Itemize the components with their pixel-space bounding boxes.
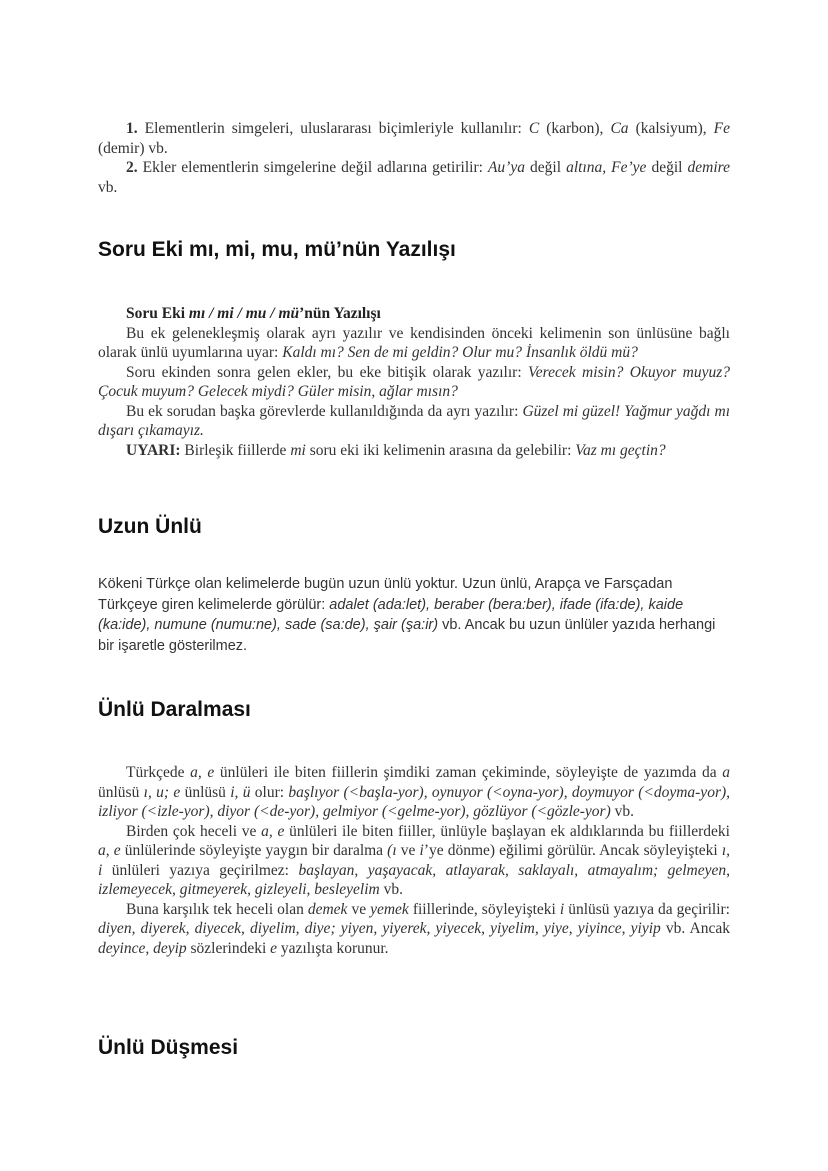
italic-run: Ca xyxy=(610,120,629,137)
heading-unlu-daralmasi: Ünlü Daralması xyxy=(98,698,251,721)
text-run: Elementlerin simgeleri, uluslararası biçimleriyle kullanılır: xyxy=(137,120,529,137)
italic-run: diyen, diyerek, diyecek, diyelim, diye; yiyen, yiyerek, yiyecek, yiyelim, yiye, yiyince, yiyip xyxy=(98,920,661,937)
text-run: Birleşik fiillerde xyxy=(180,441,291,459)
text-run: sözlerindeki xyxy=(186,939,271,957)
text-run: ’nün Yazılışı xyxy=(299,305,381,322)
text-run: değil xyxy=(524,159,567,176)
text-run: olur: xyxy=(250,783,289,801)
text-run: Buna karşılık tek heceli olan xyxy=(126,900,308,918)
element-rules-block xyxy=(98,119,730,197)
rule-number: 1. xyxy=(126,120,138,137)
rule-1-paragraph xyxy=(98,119,730,158)
italic-run: başlıyor (<başla-yor), oynuyor (<oyna-yor), doymuyor (<doyma-yor), izliyor (<izle-yor), diyor (<de-yor), gelmiyor (<gelme-yor), gözlüyor (<gözle-yor) xyxy=(98,783,731,820)
italic-run: Kaldı mı? Sen de mi geldin? Olur mu? İnsanlık öldü mü? xyxy=(282,344,638,361)
italic-run: başlayan, yaşayacak, atlayarak, saklayalı, atmayalım; gelmeyen, izlemeyecek, gitmeyerek, gizleyeli, besleyelim xyxy=(98,861,730,898)
text-run: Kökeni Türkçe olan kelimelerde bugün uzun ünlü yoktur. Uzun ünlü, Arapça ve Farsçadan Türkçeye giren kelimelerde görülür: xyxy=(98,576,673,613)
daralma-paragraph-2 xyxy=(98,822,730,900)
italic-run: e xyxy=(173,783,181,801)
text-run: ve xyxy=(347,900,371,918)
text-run: Bu ek sorudan başka görevlerde kullanıldığında da ayrı yazılır: xyxy=(126,402,523,420)
uyari-label: UYARI: xyxy=(126,441,181,459)
italic-run: mı / mi / mu / mü xyxy=(188,305,300,322)
italic-run: mi xyxy=(290,441,306,459)
uzun-unlu-block xyxy=(98,574,730,656)
text-run: ve xyxy=(396,842,420,859)
soru-paragraph-2 xyxy=(98,363,730,402)
daralma-block xyxy=(98,763,730,958)
soru-eki-block xyxy=(98,304,730,460)
text-run: Birden çok heceli ve xyxy=(126,822,262,840)
text-run: fiillerinde, söyleyişteki xyxy=(408,900,560,918)
italic-run: ı, u; xyxy=(143,783,170,801)
text-run: Ekler elementlerin simgelerine değil adlarına getirilir: xyxy=(137,159,488,176)
soru-paragraph-1 xyxy=(98,324,730,363)
daralma-paragraph-3 xyxy=(98,900,730,959)
text-run: yazılışta korunur. xyxy=(277,939,389,957)
italic-run: demek xyxy=(307,900,348,918)
text-run: Soru Eki xyxy=(126,305,189,322)
text-run: ünlüsü yazıya da geçirilir: xyxy=(564,900,730,918)
italic-run: a xyxy=(722,764,730,781)
italic-run: a, e xyxy=(98,842,121,859)
text-run: (kalsiyum), xyxy=(628,120,714,137)
italic-run: Au’ya xyxy=(487,159,525,176)
text-run: Türkçede xyxy=(126,764,191,781)
text-run: (karbon), xyxy=(539,120,611,137)
text-run: ünlüleri yazıya geçirilmez: xyxy=(102,861,299,879)
text-run: ünlüsü xyxy=(98,783,144,801)
italic-run: Güzel mi güzel! Yağmur yağdı mı dışarı çıkamayız. xyxy=(98,402,730,439)
heading-uzun-unlu: Uzun Ünlü xyxy=(98,515,202,538)
italic-run: (ı xyxy=(387,842,397,859)
daralma-paragraph-1 xyxy=(98,763,730,822)
italic-run: altına, Fe’ye xyxy=(566,159,647,176)
rule-2-paragraph xyxy=(98,158,730,197)
text-run: ünlüsü xyxy=(180,783,231,801)
italic-run: i xyxy=(419,842,424,859)
heading-soru-eki: Soru Eki mı, mi, mu, mü’nün Yazılışı xyxy=(98,238,456,261)
heading-unlu-dusmesi: Ünlü Düşmesi xyxy=(98,1036,239,1059)
italic-run: Vaz mı geçtin? xyxy=(575,441,666,459)
text-run: ünlüleri ile biten fiillerin şimdiki zaman çekiminde, söyleyişte de yazımda da xyxy=(214,764,723,781)
text-run: soru eki iki kelimenin arasına da gelebilir: xyxy=(305,441,576,459)
text-run: değil xyxy=(646,159,688,176)
soru-paragraph-3 xyxy=(98,402,730,441)
text-run: vb. Ancak bu uzun ünlüler yazıda herhangi bir işaretle gösterilmez. xyxy=(98,617,716,654)
text-run: ’ye dönme) eğilimi görülür. Ancak söyleyişteki xyxy=(423,842,722,859)
soru-eki-subheading xyxy=(98,304,730,324)
text-run: vb. xyxy=(379,881,403,898)
text-run: ünlüleri ile biten fiiller, ünlüyle başlayan ek aldıklarında bu fiillerdeki xyxy=(284,822,730,840)
text-run: vb. xyxy=(610,803,634,820)
italic-run: Verecek misin? Okuyor muyuz? Çocuk muyum? Gelecek miydi? Güler misin, ağlar mısın? xyxy=(98,363,730,400)
uzun-unlu-paragraph xyxy=(98,574,730,656)
text-run: (demir) vb. xyxy=(98,139,168,157)
text-run: vb. Ancak xyxy=(660,920,730,937)
italic-run: adalet (ada:let), beraber (bera:ber), ifade (ifa:de), kaide (ka:ide), numune (numu:ne), sade (sa:de), şair (şa:ir) xyxy=(98,596,684,633)
italic-run: deyince, deyip xyxy=(98,939,187,957)
soru-uyari-paragraph xyxy=(98,441,730,461)
italic-run: a, e xyxy=(190,764,215,781)
italic-run: yemek xyxy=(370,900,409,918)
italic-run: i, ü xyxy=(230,783,251,801)
italic-run: a, e xyxy=(261,822,285,840)
italic-run: Fe xyxy=(713,120,730,137)
italic-run: demire xyxy=(687,159,730,176)
text-run: Bu ek gelenekleşmiş olarak ayrı yazılır ve kendisinden önceki kelimenin son ünlüsüne bağlı olarak ünlü uyumlarına uyar: xyxy=(98,324,730,361)
rule-number: 2. xyxy=(126,159,138,176)
text-run: vb. xyxy=(98,178,118,196)
italic-run: C xyxy=(528,120,540,137)
text-run: Soru ekinden sonra gelen ekler, bu eke bitişik olarak yazılır: xyxy=(126,363,529,381)
italic-run: e xyxy=(270,939,278,957)
text-run: ünlülerinde söyleyişte yaygın bir daralma xyxy=(120,842,388,859)
italic-run: ı, i xyxy=(98,842,730,879)
italic-run: i xyxy=(559,900,565,918)
